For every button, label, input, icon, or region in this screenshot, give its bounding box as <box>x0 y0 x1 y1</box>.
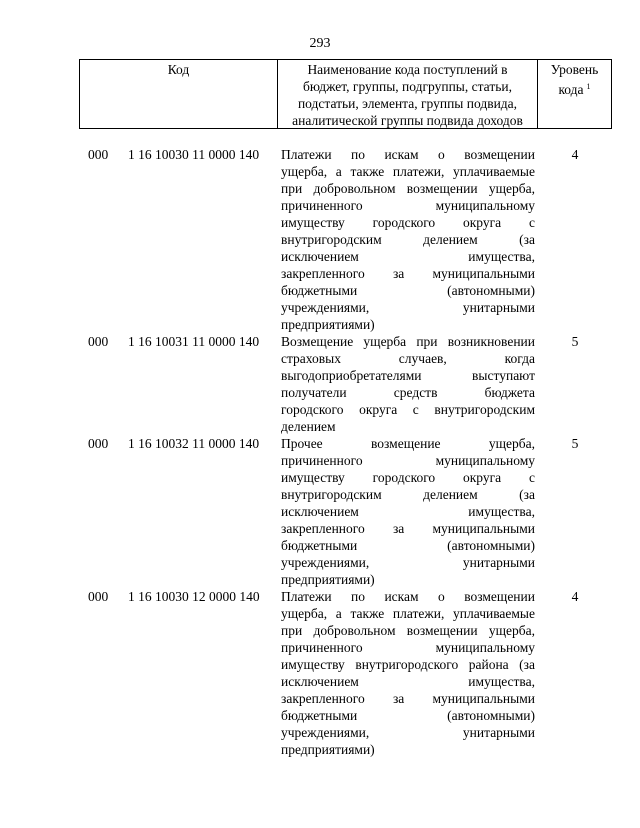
table-row <box>0 333 640 435</box>
revenue-name-line: внутригородским делением (за <box>281 232 535 247</box>
revenue-name-line: при добровольном возмещении ущерба, <box>281 623 535 638</box>
header-level-text: кода <box>558 82 584 97</box>
revenue-name-line: получатели средств бюджета <box>281 385 535 400</box>
revenue-name-line: ущерба, а также платежи, уплачиваемые <box>281 164 535 179</box>
revenue-code-cell: 1 16 10031 11 0000 140 <box>128 334 260 349</box>
revenue-name-cell <box>281 333 535 435</box>
header-level <box>538 60 611 128</box>
header-name-line: бюджет, группы, подгруппы, статьи, <box>303 79 512 94</box>
admin-code-cell: 000 <box>88 436 109 451</box>
revenue-name-line: исключением имущества, <box>281 674 535 689</box>
revenue-name-line: бюджетными (автономными) <box>281 708 535 723</box>
admin-code-cell: 000 <box>88 334 109 349</box>
revenue-name-line: делением <box>281 419 336 434</box>
revenue-name-line: учреждениями, унитарными <box>281 555 535 570</box>
table-row <box>0 146 640 333</box>
revenue-name-line: Возмещение ущерба при возникновении <box>281 334 535 349</box>
code-level-cell: 4 <box>571 147 579 162</box>
revenue-name-cell <box>281 435 535 588</box>
revenue-name-line: ущерба, а также платежи, уплачиваемые <box>281 606 535 621</box>
revenue-name-line: учреждениями, унитарными <box>281 300 535 315</box>
revenue-name-line: Прочее возмещение ущерба, <box>281 436 535 451</box>
table-row <box>0 588 640 758</box>
revenue-name-cell <box>281 588 535 758</box>
revenue-name-line: причиненного муниципальному <box>281 198 535 213</box>
header-level-line <box>538 78 611 98</box>
revenue-name-line: исключением имущества, <box>281 249 535 264</box>
page-number: 293 <box>309 36 331 51</box>
revenue-name-line: городского округа с внутригородским <box>281 402 535 417</box>
code-level-cell: 5 <box>571 436 579 451</box>
revenue-name-line: закрепленного за муниципальными <box>281 691 535 706</box>
revenue-name-line: причиненного муниципальному <box>281 453 535 468</box>
revenue-code-cell: 1 16 10030 11 0000 140 <box>128 147 260 162</box>
table-header <box>79 59 612 129</box>
revenue-name-cell <box>281 146 535 333</box>
revenue-code-cell: 1 16 10030 12 0000 140 <box>128 589 260 604</box>
revenue-name-line: имуществу городского округа с <box>281 470 535 485</box>
revenue-name-line: учреждениями, унитарными <box>281 725 535 740</box>
revenue-code-cell: 1 16 10032 11 0000 140 <box>128 436 260 451</box>
revenue-name-line: предприятиями) <box>281 742 375 757</box>
revenue-name-line: при добровольном возмещении ущерба, <box>281 181 535 196</box>
revenue-name-line: Платежи по искам о возмещении <box>281 589 535 604</box>
revenue-name-line: предприятиями) <box>281 572 375 587</box>
revenue-name-line: имуществу внутригородского района (за <box>281 657 535 672</box>
revenue-name-line: бюджетными (автономными) <box>281 283 535 298</box>
revenue-name-line: выгодоприобретателями выступают <box>281 368 535 383</box>
revenue-name-line: бюджетными (автономными) <box>281 538 535 553</box>
footnote-marker: 1 <box>586 82 591 91</box>
revenue-name-line: имуществу городского округа с <box>281 215 535 230</box>
revenue-name-line: страховых случаев, когда <box>281 351 535 366</box>
code-level-cell: 5 <box>571 334 579 349</box>
header-name-line: аналитической группы подвида доходов <box>292 113 523 128</box>
revenue-name-line: исключением имущества, <box>281 504 535 519</box>
header-name-line: подстатьи, элемента, группы подвида, <box>297 96 518 111</box>
revenue-name-line: закрепленного за муниципальными <box>281 266 535 281</box>
header-name <box>278 60 538 128</box>
header-level-line: Уровень <box>550 62 599 77</box>
header-name-line: Наименование кода поступлений в <box>307 62 508 77</box>
admin-code-cell: 000 <box>88 589 109 604</box>
table-row <box>0 435 640 588</box>
revenue-name-line: причиненного муниципальному <box>281 640 535 655</box>
revenue-name-line: внутригородским делением (за <box>281 487 535 502</box>
revenue-name-line: закрепленного за муниципальными <box>281 521 535 536</box>
code-level-cell: 4 <box>571 589 579 604</box>
revenue-name-line: Платежи по искам о возмещении <box>281 147 535 162</box>
revenue-name-line: предприятиями) <box>281 317 375 332</box>
admin-code-cell: 000 <box>88 147 109 162</box>
header-code: Код <box>80 60 278 128</box>
